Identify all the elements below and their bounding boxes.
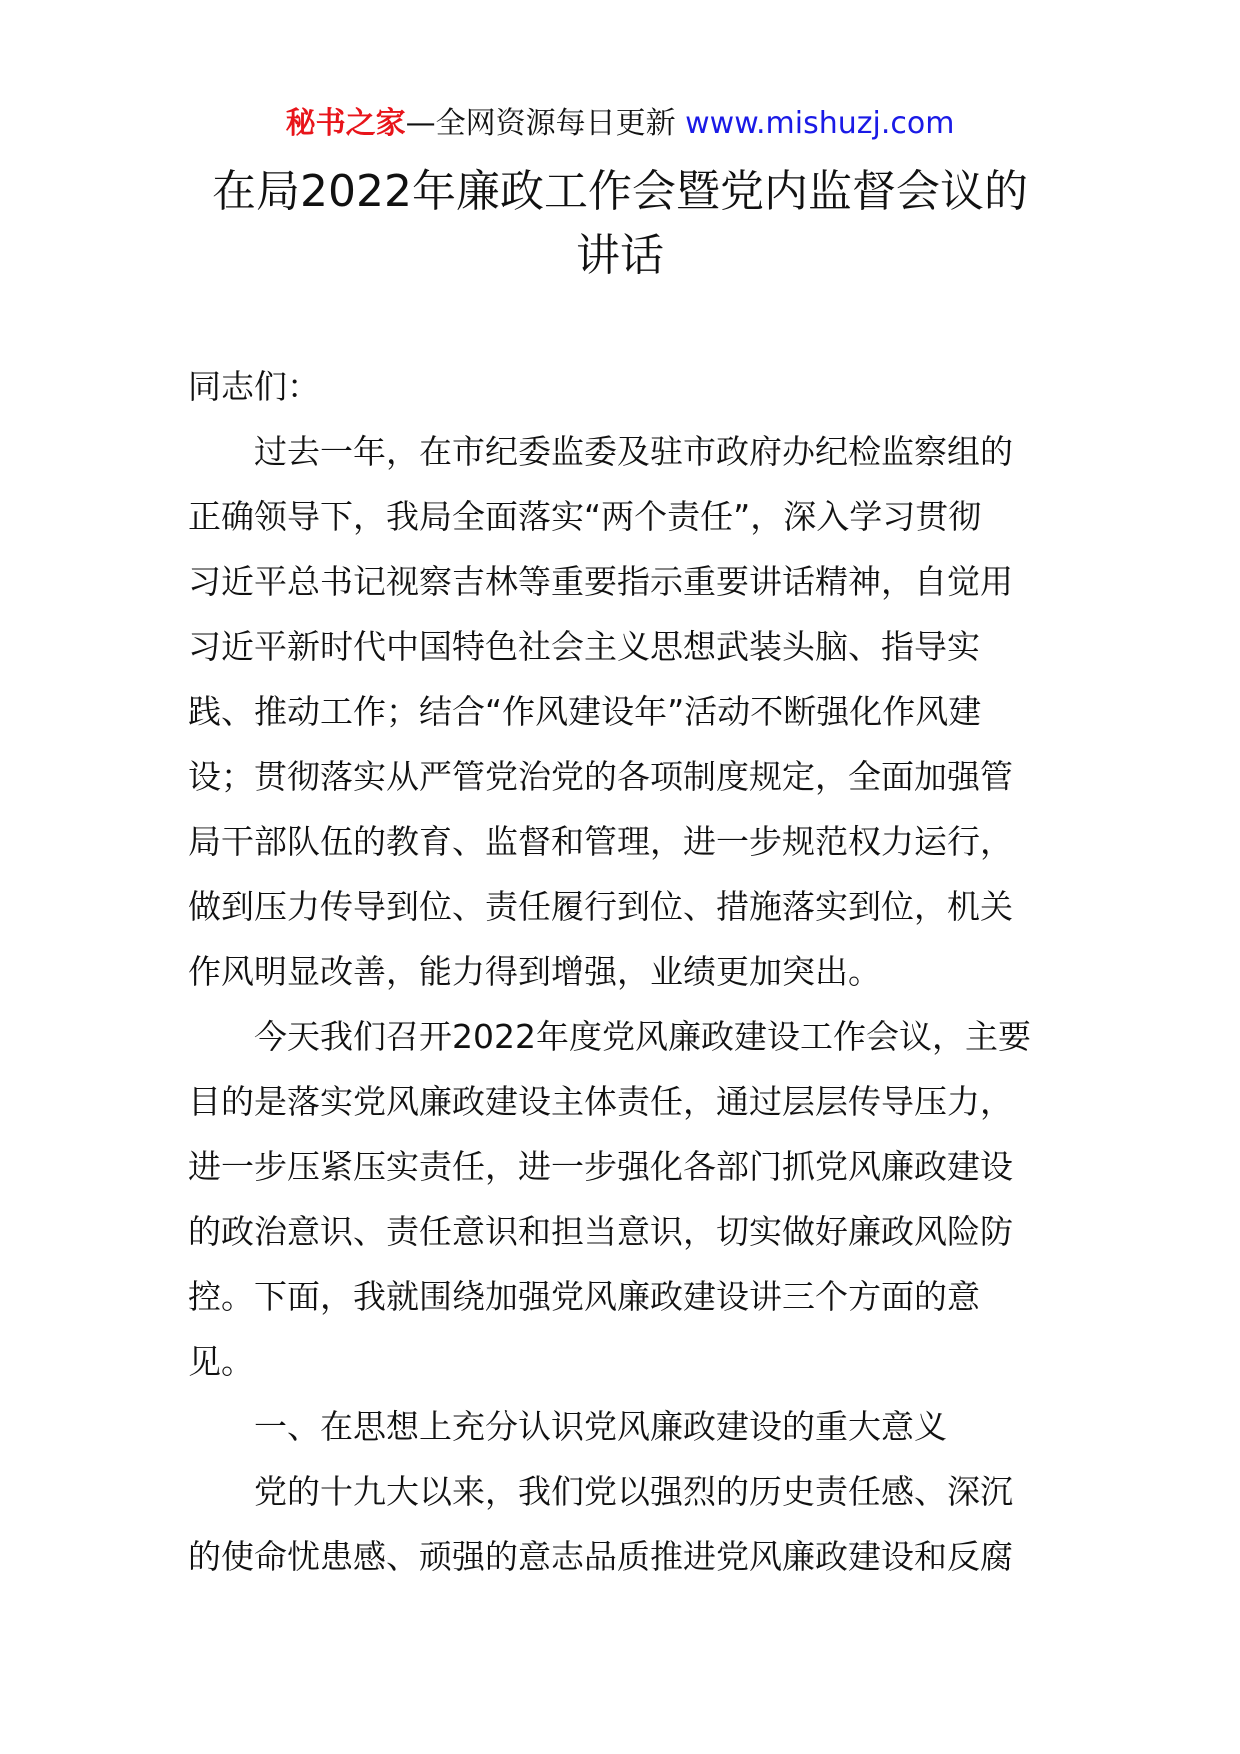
paragraph-line: 的政治意识、责任意识和担当意识，切实做好廉政风险防	[188, 1212, 1013, 1251]
paragraph-line: 今天我们召开2022年度党风廉政建设工作会议，主要	[254, 1017, 1031, 1056]
paragraph-line: 过去一年，在市纪委监委及驻市政府办纪检监察组的	[254, 432, 1013, 471]
paragraph-line: 目的是落实党风廉政建设主体责任，通过层层传导压力，	[188, 1082, 1013, 1121]
paragraph-line: 党的十九大以来，我们党以强烈的历史责任感、深沉	[254, 1472, 1013, 1511]
paragraph-line: 习近平新时代中国特色社会主义思想武装头脑、指导实	[188, 627, 980, 666]
paragraph-line: 设；贯彻落实从严管党治党的各项制度规定，全面加强管	[188, 757, 1013, 796]
document-body	[188, 354, 1068, 1589]
section-heading: 一、在思想上充分认识党风廉政建设的重大意义	[254, 1407, 947, 1446]
paragraph-line: 践、推动工作；结合“作风建设年”活动不断强化作风建	[188, 692, 982, 731]
paragraph-line: 见。	[188, 1342, 254, 1381]
paragraph-line: 做到压力传导到位、责任履行到位、措施落实到位，机关	[188, 887, 1013, 926]
watermark-header	[0, 102, 1240, 146]
paragraph-line: 习近平总书记视察吉林等重要指示重要讲话精神，自觉用	[188, 562, 1013, 601]
paragraph-line: 局干部队伍的教育、监督和管理，进一步规范权力运行，	[188, 822, 1013, 861]
salutation: 同志们：	[188, 367, 320, 406]
header-slogan: —全网资源每日更新	[405, 106, 686, 141]
paragraph-line: 正确领导下，我局全面落实“两个责任”，深入学习贯彻	[188, 497, 982, 536]
paragraph-line: 的使命忧患感、顽强的意志品质推进党风廉政建设和反腐	[188, 1537, 1013, 1576]
document-title	[150, 160, 1090, 288]
header-url[interactable]: www.mishuzj.com	[685, 106, 955, 141]
title-line-1: 在局2022年廉政工作会暨党内监督会议的	[212, 166, 1028, 217]
header-brand: 秘书之家	[285, 106, 406, 141]
paragraph-line: 进一步压紧压实责任，进一步强化各部门抓党风廉政建设	[188, 1147, 1013, 1186]
paragraph-line: 控。下面，我就围绕加强党风廉政建设讲三个方面的意	[188, 1277, 980, 1316]
paragraph-line: 作风明显改善，能力得到增强，业绩更加突出。	[188, 952, 881, 991]
title-line-2: 讲话	[576, 230, 664, 281]
